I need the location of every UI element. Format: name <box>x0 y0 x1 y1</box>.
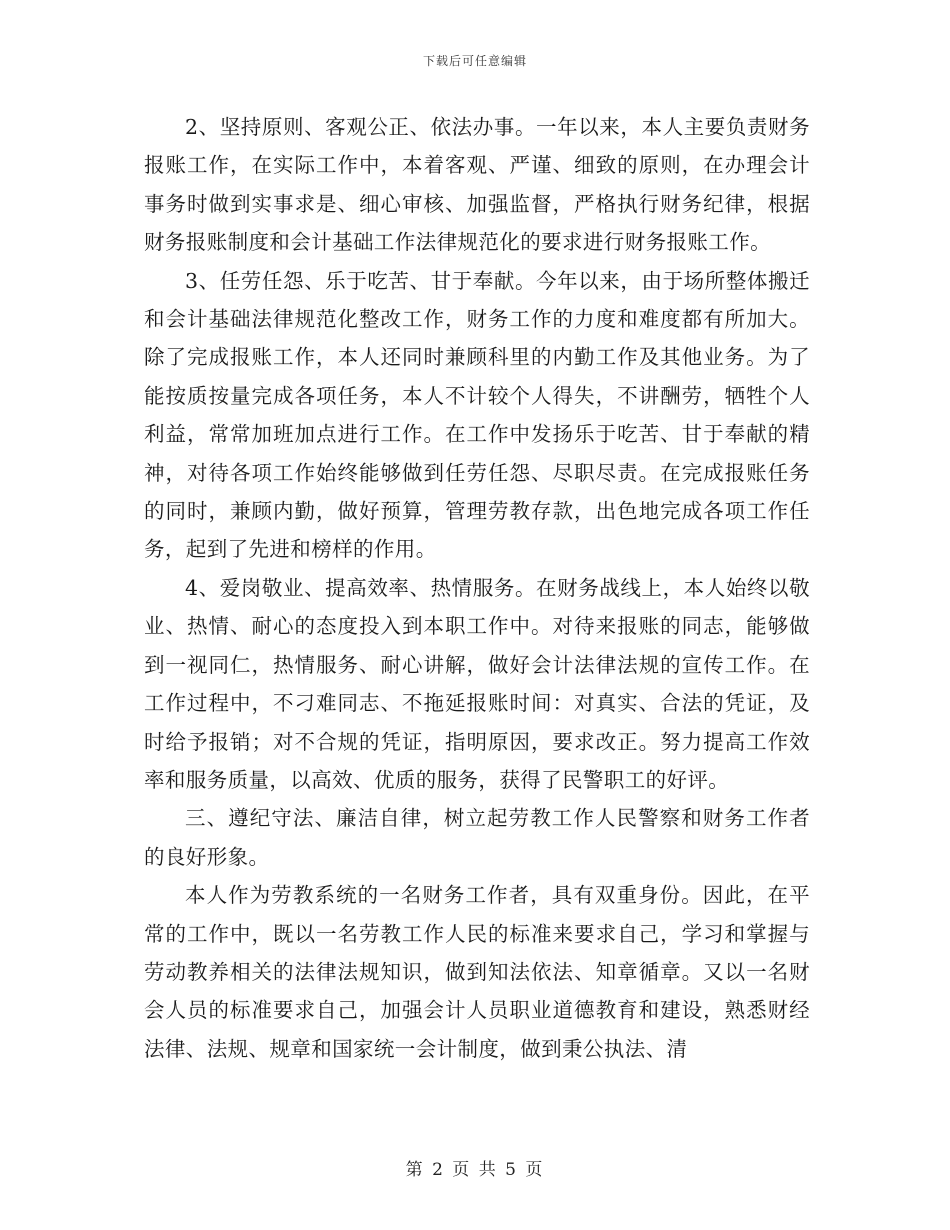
paragraph-item-4: 4、爱岗敬业、提高效率、热情服务。在财务战线上，本人始终以敬业、热情、耐心的态度投入到本职工作中。对待来报账的同志，能够做到一视同仁，热情服务、耐心讲解，做好会计法律法规的宣传工作。在工作过程中，不刁难同志、不拖延报账时间：对真实、合法的凭证，及时给予报销；对不合规的凭证，指明原因，要求改正。努力提高工作效率和服务质量，以高效、优质的服务，获得了民警职工的好评。 <box>144 575 810 792</box>
page-number-footer: 第 2 页 共 5 页 <box>405 1160 545 1180</box>
paragraph-item-2: 2、坚持原则、客观公正、依法办事。一年以来，本人主要负责财务报账工作，在实际工作中，本着客观、严谨、细致的原则，在办理会计事务时做到实事求是、细心审核、加强监督，严格执行财务纪律，根据财务报账制度和会计基础工作法律规范化的要求进行财务报账工作。 <box>144 115 810 255</box>
page-header-note: 下载后可任意编辑 <box>422 54 527 68</box>
section-heading-three: 三、遵纪守法、廉洁自律，树立起劳教工作人民警察和财务工作者的良好形象。 <box>144 806 810 869</box>
paragraph-dual-identity: 本人作为劳教系统的一名财务工作者，具有双重身份。因此，在平常的工作中，既以一名劳教工作人民的标准来要求自己，学习和掌握与劳动教养相关的法律法规知识，做到知法依法、知章循章。又以一名财会人员的标准要求自己，加强会计人员职业道德教育和建设，熟悉财经法律、法规、规章和国家统一会计制度，做到秉公执法、清 <box>144 883 810 1061</box>
paragraph-item-3: 3、任劳任怨、乐于吃苦、甘于奉献。今年以来，由于场所整体搬迁和会计基础法律规范化整改工作，财务工作的力度和难度都有所加大。除了完成报账工作，本人还同时兼顾科里的内勤工作及其他业务。为了能按质按量完成各项任务，本人不计较个人得失，不讲酬劳，牺牲个人利益，常常加班加点进行工作。在工作中发扬乐于吃苦、甘于奉献的精神，对待各项工作始终能够做到任劳任怨、尽职尽责。在完成报账任务的同时，兼顾内勤，做好预算，管理劳教存款，出色地完成各项工作任务，起到了先进和榜样的作用。 <box>144 268 810 562</box>
document-body <box>144 108 810 1068</box>
